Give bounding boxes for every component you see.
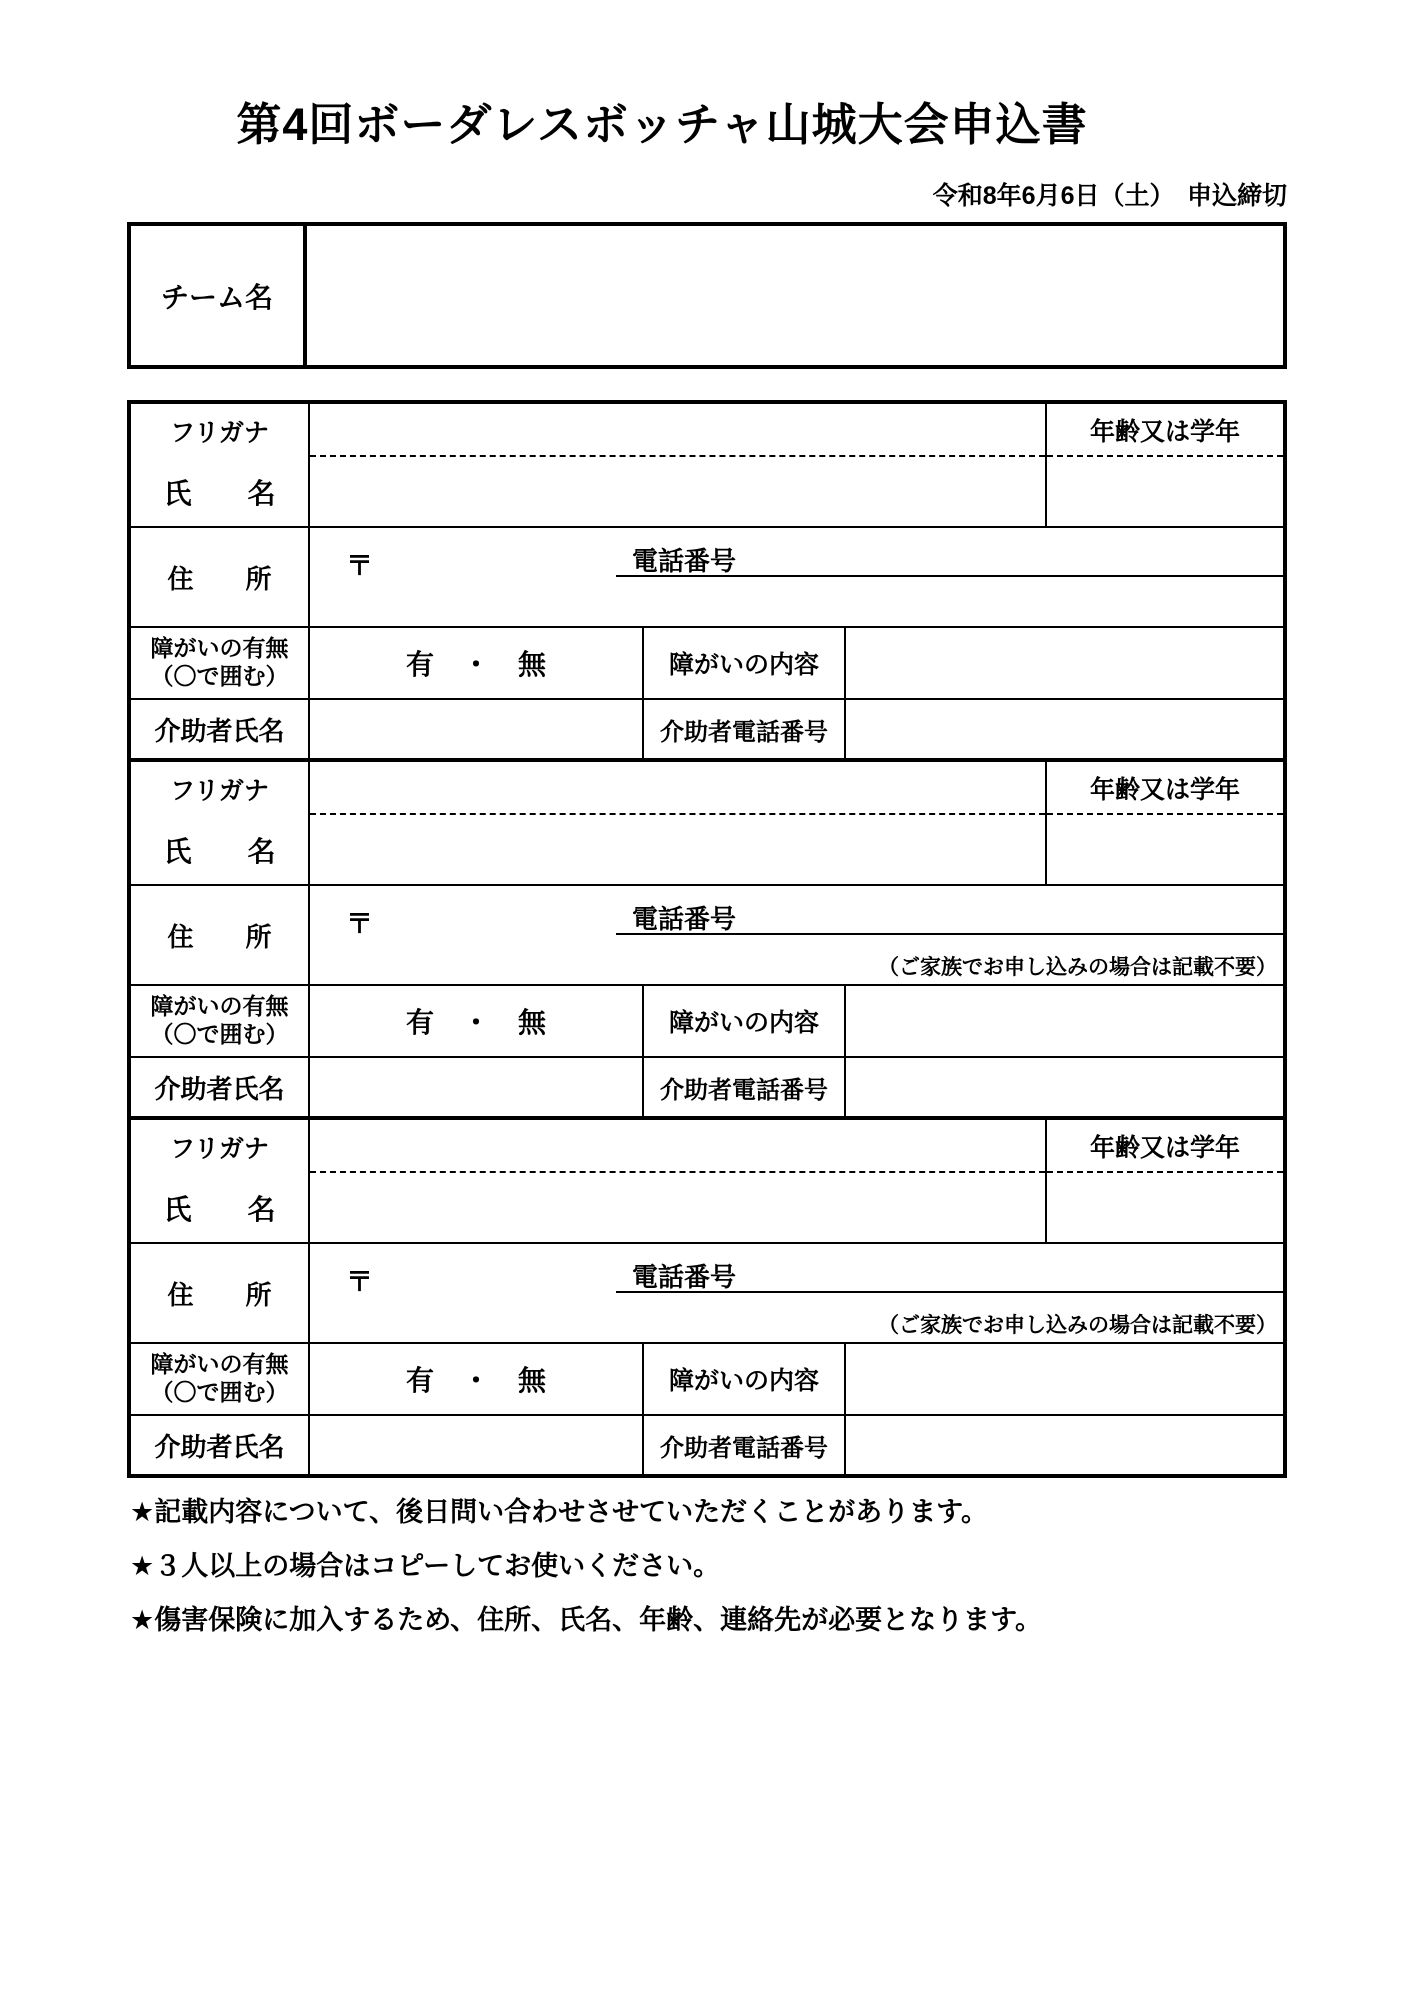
name-input-area[interactable] <box>310 1173 1045 1242</box>
name-input-cell <box>310 1120 1047 1242</box>
phone-label: 電話番号 <box>632 546 737 576</box>
age-header-label: 年齢又は学年 <box>1047 404 1283 457</box>
furigana-label: フリガナ <box>170 418 269 447</box>
yes-no-options[interactable]: 有 ・ 無 <box>310 1344 644 1414</box>
furigana-input-area[interactable] <box>310 1120 1045 1173</box>
disability-row <box>131 1342 1283 1414</box>
address-label: 住 所 <box>131 1244 310 1342</box>
helper-phone-label: 介助者電話番号 <box>644 1058 846 1116</box>
helper-name-label: 介助者氏名 <box>131 1416 310 1474</box>
form-title: 第4回ボーダレスボッチャ山城大会申込書 <box>236 99 1088 150</box>
disability-row <box>131 984 1283 1056</box>
name-label: 氏 名 <box>163 1193 276 1225</box>
disability-detail-input-area[interactable] <box>846 986 1283 1056</box>
members-table <box>127 400 1287 1478</box>
helper-row <box>131 1056 1283 1116</box>
address-row <box>131 526 1283 626</box>
disability-detail-label: 障がいの内容 <box>644 986 846 1056</box>
age-cell <box>1047 1120 1283 1242</box>
team-name-box <box>127 222 1287 369</box>
postal-mark: 〒 <box>346 909 373 939</box>
disability-row <box>131 626 1283 698</box>
name-label: 氏 名 <box>163 477 276 509</box>
disability-label-cell <box>131 628 310 698</box>
address-row <box>131 884 1283 984</box>
name-row <box>131 1120 1283 1242</box>
furigana-label: フリガナ <box>170 1134 269 1163</box>
name-input-cell <box>310 762 1047 884</box>
disability-detail-label: 障がいの内容 <box>644 628 846 698</box>
name-row <box>131 762 1283 884</box>
helper-phone-label: 介助者電話番号 <box>644 700 846 758</box>
member-block-3 <box>131 1116 1283 1474</box>
disability-label-cell <box>131 986 310 1056</box>
helper-name-label: 介助者氏名 <box>131 700 310 758</box>
name-row <box>131 404 1283 526</box>
family-note: （ご家族でお申し込みの場合は記載不要） <box>878 1314 1277 1337</box>
footnote-1: ★記載内容について、後日問い合わせさせていただくことがあります。 <box>130 1497 988 1527</box>
phone-write-line[interactable] <box>616 1291 1283 1293</box>
age-header-label: 年齢又は学年 <box>1047 1120 1283 1173</box>
postal-mark: 〒 <box>346 551 373 581</box>
deadline-note: 令和8年6月6日（土） 申込締切 <box>932 182 1287 210</box>
name-label-cell <box>131 762 310 884</box>
disability-detail-label: 障がいの内容 <box>644 1344 846 1414</box>
disability-sub-label: （〇で囲む） <box>150 1379 289 1405</box>
family-note: （ご家族でお申し込みの場合は記載不要） <box>878 956 1277 979</box>
address-input-cell[interactable] <box>310 886 1283 984</box>
age-cell <box>1047 762 1283 884</box>
phone-write-line[interactable] <box>616 575 1283 577</box>
disability-sub-label: （〇で囲む） <box>150 1021 289 1047</box>
helper-phone-input-area[interactable] <box>846 1058 1283 1116</box>
phone-write-line[interactable] <box>616 933 1283 935</box>
disability-label-cell <box>131 1344 310 1414</box>
yes-no-options[interactable]: 有 ・ 無 <box>310 986 644 1056</box>
name-label-cell <box>131 1120 310 1242</box>
address-input-cell[interactable] <box>310 1244 1283 1342</box>
name-input-area[interactable] <box>310 457 1045 526</box>
helper-row <box>131 698 1283 758</box>
helper-name-input-area[interactable] <box>310 1416 644 1474</box>
age-cell <box>1047 404 1283 526</box>
yes-no-options[interactable]: 有 ・ 無 <box>310 628 644 698</box>
helper-phone-input-area[interactable] <box>846 700 1283 758</box>
helper-name-input-area[interactable] <box>310 700 644 758</box>
footnotes <box>130 1490 1042 1652</box>
helper-phone-input-area[interactable] <box>846 1416 1283 1474</box>
furigana-input-area[interactable] <box>310 404 1045 457</box>
disability-label: 障がいの有無 <box>150 1351 289 1378</box>
helper-name-label: 介助者氏名 <box>131 1058 310 1116</box>
name-label: 氏 名 <box>163 835 276 867</box>
age-input-area[interactable] <box>1047 815 1283 884</box>
member-block-1 <box>131 404 1283 758</box>
phone-label: 電話番号 <box>632 1262 737 1292</box>
name-input-cell <box>310 404 1047 526</box>
age-header-label: 年齢又は学年 <box>1047 762 1283 815</box>
address-label: 住 所 <box>131 528 310 626</box>
team-name-label: チーム名 <box>131 226 307 365</box>
helper-phone-label: 介助者電話番号 <box>644 1416 846 1474</box>
disability-sub-label: （〇で囲む） <box>150 663 289 689</box>
team-name-input-area[interactable] <box>307 226 1283 365</box>
helper-row <box>131 1414 1283 1474</box>
age-input-area[interactable] <box>1047 457 1283 526</box>
postal-mark: 〒 <box>346 1267 373 1297</box>
address-row <box>131 1242 1283 1342</box>
disability-detail-input-area[interactable] <box>846 628 1283 698</box>
age-input-area[interactable] <box>1047 1173 1283 1242</box>
disability-label: 障がいの有無 <box>150 993 289 1020</box>
footnote-2: ★３人以上の場合はコピーしてお使いください。 <box>130 1551 721 1581</box>
address-input-cell[interactable] <box>310 528 1283 626</box>
footnote-3: ★傷害保険に加入するため、住所、氏名、年齢、連絡先が必要となります。 <box>130 1605 1042 1635</box>
phone-label: 電話番号 <box>632 904 737 934</box>
helper-name-input-area[interactable] <box>310 1058 644 1116</box>
furigana-label: フリガナ <box>170 776 269 805</box>
disability-detail-input-area[interactable] <box>846 1344 1283 1414</box>
member-block-2 <box>131 758 1283 1116</box>
name-input-area[interactable] <box>310 815 1045 884</box>
disability-label: 障がいの有無 <box>150 635 289 662</box>
name-label-cell <box>131 404 310 526</box>
address-label: 住 所 <box>131 886 310 984</box>
furigana-input-area[interactable] <box>310 762 1045 815</box>
